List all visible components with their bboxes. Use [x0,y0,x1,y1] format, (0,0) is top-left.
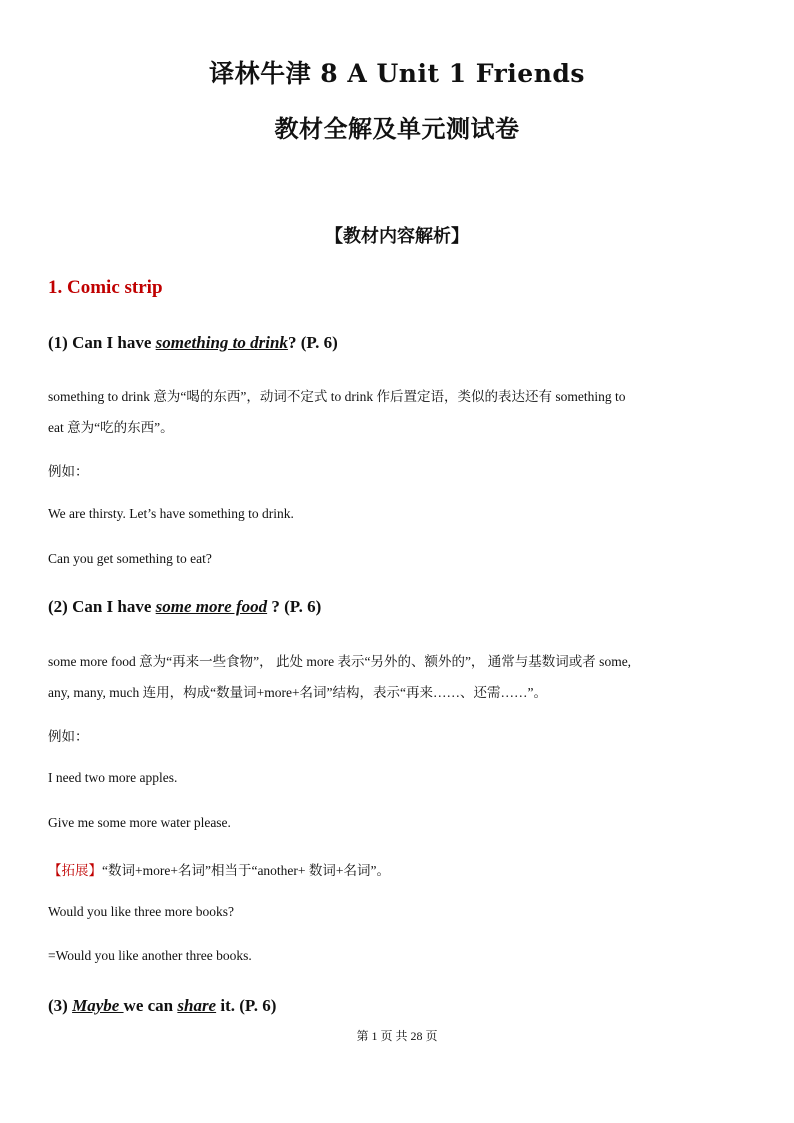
question-1-suffix: ? (P. 6) [287,333,338,352]
question-2-key-phrase: some more food [155,597,268,616]
question-1-example-1: We are thirsty. Let’s have something to drink. [48,506,294,521]
question-2-example-1: I need two more apples. [48,770,178,785]
question-1-prefix: (1) Can I have [48,333,156,352]
question-3-suffix: it. (P. 6) [216,996,277,1015]
question-1-example-2: Can you get something to eat? [48,551,212,566]
question-3-heading [48,996,276,1016]
question-3-prefix: (3) [48,996,73,1015]
question-2-example-label: 例如： [48,729,89,744]
page-footer: 第 1 页 共 28 页 [356,1029,438,1043]
extension-example-2: =Would you like another three books. [48,948,252,963]
extension-note [48,859,390,879]
extension-label: 【拓展】 [48,863,102,878]
question-2-explanation-line2: any, many, much 连用，构成“数量词+more+名词”结构，表示“再来……、还需……”。 [48,685,548,700]
question-1-explanation-line1: something to drink 意为“喝的东西”，动词不定式 to drink 作后置定语，类似的表达还有 something to [48,389,626,404]
document-title-line2: 教材全解及单元测试卷 [274,115,520,143]
question-1-heading [48,333,338,353]
document-title-line1: 译林牛津 8 A Unit 1 Friends [209,59,585,88]
question-1-example-label: 例如： [48,464,89,479]
question-2-prefix: (2) Can I have [48,597,156,616]
question-3-key-word-1: Maybe [72,996,124,1015]
question-1-explanation-line2: eat 意为“吃的东西”。 [48,420,174,435]
extension-example-1: Would you like three more books? [48,904,234,919]
section-heading: 【教材内容解析】 [325,226,469,247]
question-1-key-phrase: something to drink [155,333,288,352]
question-2-example-2: Give me some more water please. [48,815,231,830]
question-2-explanation-line1: some more food 意为“再来一些食物”， 此处 more 表示“另外的、额外的”， 通常与基数词或者 some, [48,654,632,669]
question-3-middle: we can [123,996,178,1015]
extension-text: “数词+more+名词”相当于“another+ 数词+名词”。 [102,863,391,878]
question-3-key-word-2: share [177,996,217,1015]
question-2-heading [48,597,321,617]
heading-comic-strip: 1. Comic strip [48,277,163,298]
question-2-suffix: ? (P. 6) [267,597,322,616]
